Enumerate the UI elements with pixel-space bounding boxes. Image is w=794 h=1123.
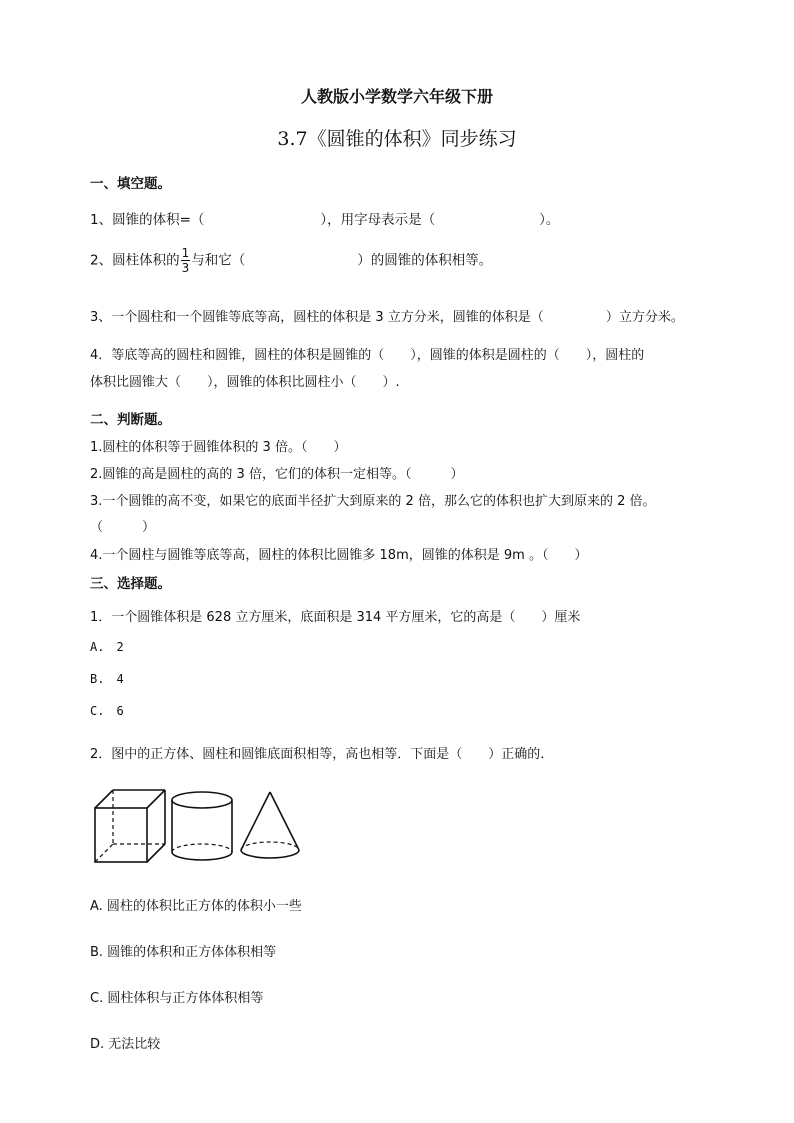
- question-2-3-line-2: （ ）: [90, 520, 156, 535]
- q3-2-option-c: C. 圆柱体积与正方体体积相等: [90, 991, 264, 1006]
- question-1-1: [90, 208, 559, 228]
- document-subtitle: 3.7《圆锥的体积》同步练习: [277, 128, 517, 150]
- fraction-one-third: [181, 246, 191, 275]
- fraction-numerator: 1: [181, 246, 190, 260]
- section-heading-fill-blank: 一、填空题。: [90, 176, 171, 192]
- document-title: 人教版小学数学六年级下册: [300, 87, 493, 106]
- cylinder-shape: [172, 792, 232, 860]
- question-2-3-line-1: 3.一个圆锥的高不变，如果它的底面半径扩大到原来的 2 倍，那么它的体积也扩大到原来的 2 倍。: [90, 494, 656, 509]
- question-2-4: 4.一个圆柱与圆锥等底等高，圆柱的体积比圆锥多 18m，圆锥的体积是 9m 。（ ）: [90, 548, 588, 563]
- fraction-denominator: 3: [181, 261, 190, 275]
- q1-2-part-c: ）的圆锥的体积相等。: [357, 252, 493, 269]
- q1-3-part-b: ）立方分米。: [605, 310, 684, 325]
- q3-2-option-a: A. 圆柱的体积比正方体的体积小一些: [90, 899, 302, 914]
- q1-1-part-a: 1、圆锥的体积=（: [90, 212, 205, 228]
- q3-1-option-c: C. 6: [90, 704, 124, 718]
- question-2-1: 1.圆柱的体积等于圆锥体积的 3 倍。（ ）: [90, 440, 347, 455]
- q1-3-part-a: 3、一个圆柱和一个圆锥等底等高，圆柱的体积是 3 立方分米，圆锥的体积是（: [90, 310, 544, 325]
- question-2-2: 2.圆锥的高是圆柱的高的 3 倍，它们的体积一定相等。（ ）: [90, 467, 464, 482]
- question-1-3: [90, 306, 684, 325]
- question-3-1: 1．一个圆锥体积是 628 立方厘米，底面积是 314 平方厘米，它的高是（ ）厘米: [90, 610, 581, 625]
- section-heading-multiple-choice: 三、选择题。: [90, 576, 171, 592]
- question-1-4-line-2: 体积比圆锥大（ ），圆锥的体积比圆柱小（ ）.: [90, 375, 400, 390]
- q1-1-part-b: ），用字母表示是（: [320, 212, 436, 228]
- q3-1-option-a: A. 2: [90, 640, 124, 654]
- solids-figure: [90, 784, 310, 872]
- cube-shape: [95, 790, 165, 862]
- q3-2-option-b: B. 圆锥的体积和正方体体积相等: [90, 945, 277, 960]
- q1-2-part-b: 与和它（: [191, 252, 246, 269]
- question-1-2: [90, 246, 492, 275]
- q3-2-option-d: D. 无法比较: [90, 1037, 161, 1052]
- solids-illustration: [90, 784, 310, 868]
- question-3-2: 2．图中的正方体、圆柱和圆锥底面积相等，高也相等．下面是（ ）正确的．: [90, 747, 554, 762]
- cone-shape: [241, 792, 299, 858]
- q1-2-part-a: 2、圆柱体积的: [90, 252, 180, 269]
- q1-1-part-c: ）。: [539, 212, 560, 228]
- q3-1-option-b: B. 4: [90, 672, 124, 686]
- question-1-4-line-1: 4．等底等高的圆柱和圆锥，圆柱的体积是圆锥的（ ），圆锥的体积是圆柱的（ ），圆柱的: [90, 348, 645, 363]
- section-heading-true-false: 二、判断题。: [90, 412, 171, 428]
